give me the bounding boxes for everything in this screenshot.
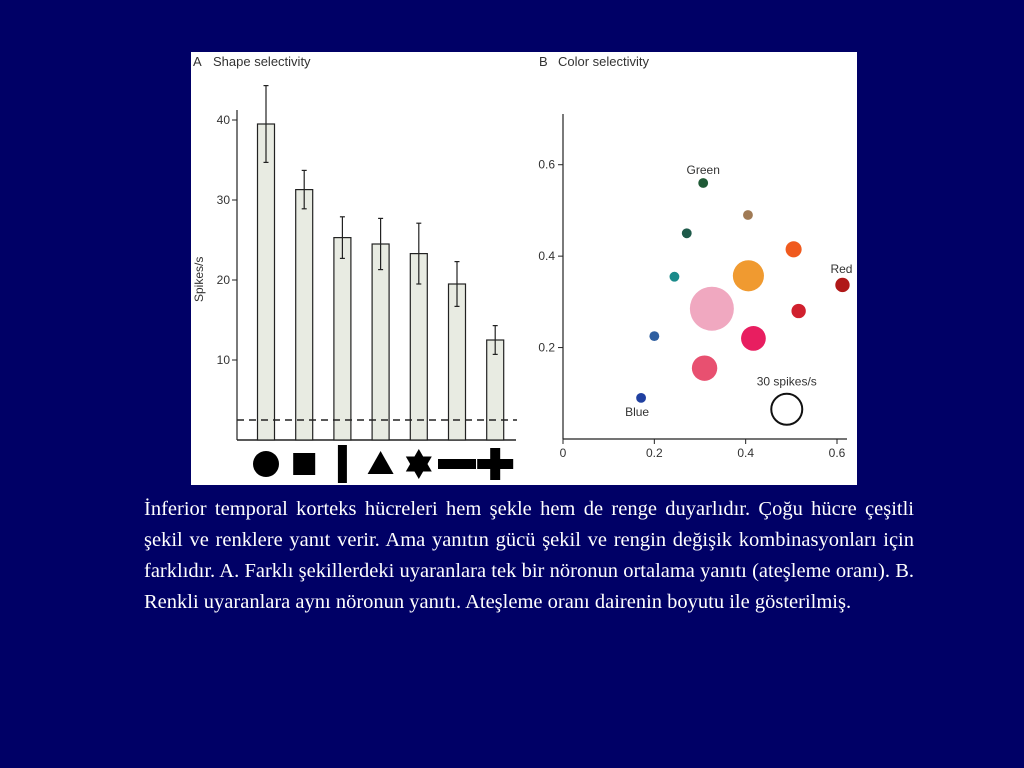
- panel-a-letter: A: [193, 54, 202, 69]
- panel-b-ytick-label: 0.2: [538, 340, 555, 355]
- panel-b-xtick-label: 0.4: [737, 446, 755, 460]
- panel-b-point: [670, 272, 680, 282]
- panel-b-point: [698, 178, 708, 188]
- panel-b-letter: B: [539, 54, 548, 69]
- panel-a-title: Shape selectivity: [213, 54, 311, 69]
- panel-b-point: [791, 304, 805, 318]
- panel-a-bar: [334, 238, 351, 440]
- panel-b-label-blue: Blue: [625, 404, 650, 419]
- panel-b-color-selectivity: [538, 54, 852, 460]
- vertical-bar-shape-icon: [338, 445, 347, 483]
- panel-b-title: Color selectivity: [558, 54, 650, 69]
- cross-shape-icon: [490, 448, 500, 480]
- figure-svg: [191, 52, 857, 485]
- panel-b-point: [835, 278, 849, 292]
- panel-b-point: [743, 210, 753, 220]
- panel-b-ytick-label: 0.4: [538, 249, 555, 264]
- panel-b-xtick-label: 0: [559, 446, 567, 460]
- panel-b-point: [682, 228, 692, 238]
- panel-b-point: [692, 355, 717, 380]
- square-shape-icon: [293, 453, 315, 475]
- panel-a-ytick-label: 30: [216, 193, 230, 207]
- panel-b-label-red: Red: [830, 261, 853, 276]
- triangle-shape-icon: [368, 451, 394, 474]
- panel-b-xtick-label: 0.6: [828, 446, 846, 460]
- panel-b-point: [741, 326, 766, 351]
- panel-a-ytick-label: 20: [216, 273, 230, 287]
- panel-b-point: [690, 287, 734, 331]
- panel-a-bar: [258, 124, 275, 440]
- panel-a-shape-selectivity: [192, 54, 517, 483]
- circle-shape-icon: [253, 451, 279, 477]
- panel-a-ytick-label: 10: [216, 353, 230, 367]
- panel-b-point: [786, 241, 802, 257]
- panel-a-bar: [449, 284, 466, 440]
- panel-b-size-legend-label: 30 spikes/s: [756, 374, 817, 389]
- panel-b-point: [733, 260, 764, 291]
- panel-a-bar: [296, 190, 313, 440]
- figure: [191, 52, 857, 485]
- panel-b-ytick-label: 0.6: [538, 157, 555, 172]
- panel-a-bar: [372, 244, 389, 440]
- panel-b-point: [636, 393, 646, 403]
- panel-a-ylabel: Spikes/s: [192, 256, 206, 302]
- panel-b-label-green: Green: [686, 163, 720, 177]
- panel-b-xtick-label: 0.2: [645, 446, 663, 460]
- horizontal-bar-shape-icon: [438, 459, 476, 469]
- panel-b-point: [649, 331, 659, 341]
- panel-a-ytick-label: 40: [216, 113, 230, 127]
- panel-b-size-legend-circle: [771, 394, 802, 425]
- figure-caption: İnferior temporal korteks hücreleri hem şekle hem de renge duyarlıdır. Çoğu hücre çeşitli şekil ve renklere yanıt verir. Ama yanıtın gücü şekil ve rengin değişik kombinasyonları için farklıdır. A. Farklı şekillerdeki uyaranlara tek bir nöronun ortalama yanıtı (ateşleme oranı). B. Renkli uyaranlara aynı nöronun yanıtı. Ateşleme oranı dairenin boyutu ile gösterilmiş.: [144, 498, 914, 613]
